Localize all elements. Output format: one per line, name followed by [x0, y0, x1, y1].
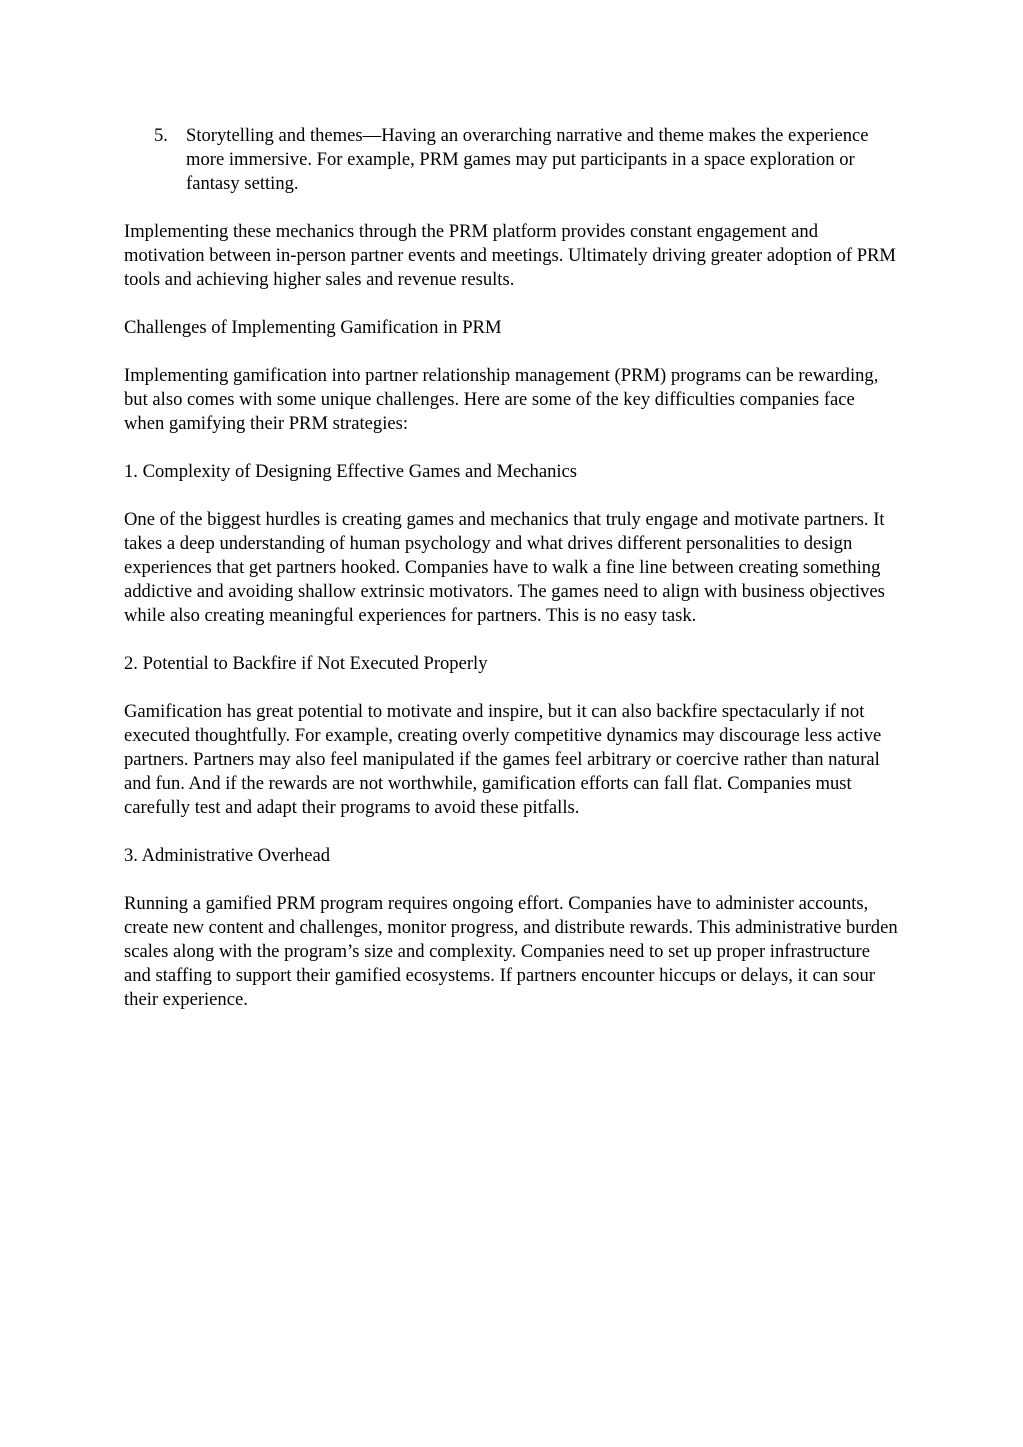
intro-paragraph: Implementing these mechanics through the PRM platform provides constant engagement and motivation between in-person partner events and meetings. Ultimately driving greater adoption of PRM tools and achieving higher sales and revenue results. — [124, 221, 896, 290]
subheading-complexity: 1. Complexity of Designing Effective Games and Mechanics — [124, 461, 578, 482]
section-heading-challenges: Challenges of Implementing Gamification in PRM — [124, 317, 502, 338]
complexity-paragraph: One of the biggest hurdles is creating games and mechanics that truly engage and motivate partners. It takes a deep understanding of human psychology and what drives different personalities to design experiences that get partners hooked. Companies have to walk a fine line between creating something addictive and avoiding shallow extrinsic motivators. The games need to align with business objectives while also creating meaningful experiences for partners. This is no easy task. — [124, 509, 885, 626]
overhead-paragraph: Running a gamified PRM program requires ongoing effort. Companies have to administer accounts, create new content and challenges, monitor progress, and distribute rewards. This administrative burden scales along with the program’s size and complexity. Companies need to set up proper infrastructure and staffing to support their gamified ecosystems. If partners encounter hiccups or delays, it can sour their experience. — [124, 893, 898, 1010]
challenges-intro-paragraph: Implementing gamification into partner relationship management (PRM) programs can be rewarding, but also comes with some unique challenges. Here are some of the key difficulties companies face when gamifying their PRM strategies: — [124, 365, 879, 434]
document-body — [124, 124, 899, 1036]
list-item — [124, 124, 899, 196]
subheading-overhead: 3. Administrative Overhead — [124, 845, 331, 866]
list-item-number: 5. — [154, 125, 168, 146]
backfire-paragraph: Gamification has great potential to motivate and inspire, but it can also backfire spectacularly if not executed thoughtfully. For example, creating overly competitive dynamics may discourage less active partners. Partners may also feel manipulated if the games feel arbitrary or coercive rather than natural and fun. And if the rewards are not worthwhile, gamification efforts can fall flat. Companies must carefully test and adapt their programs to avoid these pitfalls. — [124, 701, 882, 818]
list-item-text: Storytelling and themes—Having an overarching narrative and theme makes the experience more immersive. For example, PRM games may put participants in a space exploration or fantasy setting. — [186, 125, 869, 194]
subheading-backfire: 2. Potential to Backfire if Not Executed Properly — [124, 653, 488, 674]
